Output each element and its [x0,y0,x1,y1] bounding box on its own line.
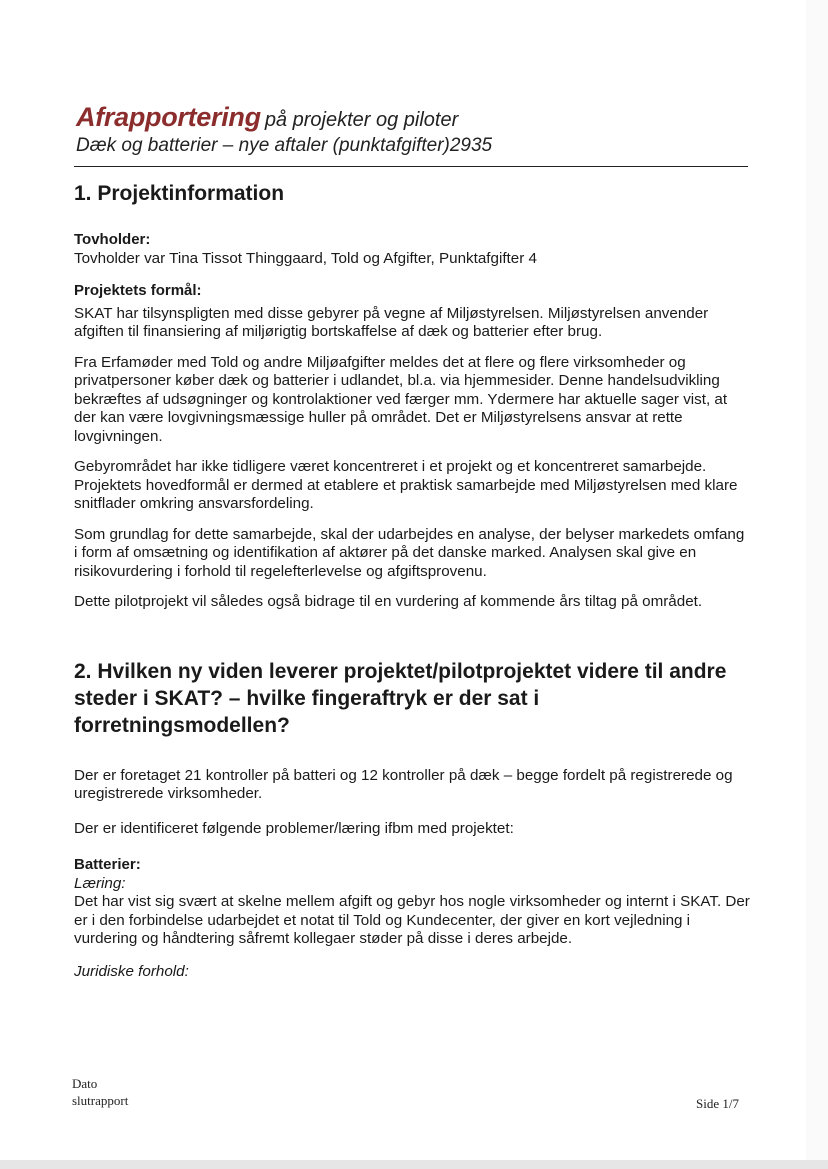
formaal-paragraph-1: SKAT har tilsynspligten med disse gebyrer på vegne af Miljøstyrelsen. Miljøstyrelsen anvender afgiften til finansiering af miljørigtig bortskaffelse af dæk og batterier efter brug. [74,304,709,340]
document-body [74,180,750,981]
tovholder-text: Tovholder var Tina Tissot Thinggaard, Told og Afgifter, Punktafgifter 4 [74,249,537,267]
footer-left [72,1075,128,1109]
footer-slutrapport: slutrapport [72,1093,129,1108]
juridiske-label: Juridiske forhold: [74,962,189,980]
laering-label: Læring: [74,874,126,892]
page-edge-right [806,0,828,1169]
formaal-paragraph-3: Gebyrområdet har ikke tidligere været koncentreret i et projekt og et koncentreret samarbejde. Projektets hovedformål er dermed at etablere et praktisk samarbejde med Miljøstyrelsen med klare snitflader omkring ansvarsfordeling. [74,458,738,512]
formaal-label: Projektets formål: [74,282,202,299]
document-subtitle: Dæk og batterier – nye aftaler (punktafgifter)2935 [76,135,493,156]
footer-dato: Dato [72,1076,98,1091]
formaal-paragraph-2: Fra Erfamøder med Told og andre Miljøafgifter meldes det at flere og flere virksomheder og privatpersoner køber dæk og batterier i udlandet, bl.a. via hjemmesider. Denne handelsudvikling bekræftes af udsøgninger og kontrolaktioner ved færger mm. Ydermere har aktuelle sager vist, at der kan være lovgivningsmæssige huller på området. Det er Miljøstyrelsens ansvar at rette lovgivningen. [74,353,728,445]
tovholder-block [74,231,750,268]
header-rule [74,166,748,167]
section-2-heading: 2. Hvilken ny viden leverer projektet/pilotprojektet videre til andre steder i SKAT? – hvilke fingeraftryk er der sat i forretningsmodellen? [74,659,727,737]
laering-text: Det har vist sig svært at skelne mellem afgift og gebyr hos nogle virksomheder og internt i SKAT. Der er i den forbindelse udarbejdet et notat til Told og Kundecenter, der giver en kort vejledning i vurdering og håndtering såfremt kollegaer støder på disse i deres arbejde. [74,893,750,947]
formaal-paragraph-4: Som grundlag for dette samarbejde, skal der udarbejdes en analyse, der belyser markedets omfang i form af omsætning og identifikation af aktører på det danske marked. Analysen skal give en risikovurdering i forhold til regelefterlevelse og afgiftsprovenu. [74,525,745,580]
page-number: Side 1/7 [696,1096,739,1111]
section-2-paragraph-1: Der er foretaget 21 kontroller på batteri og 12 kontroller på dæk – begge fordelt på registrerede og uregistrerede virksomheder. [74,766,733,802]
formaal-paragraph-5: Dette pilotprojekt vil således også bidrage til en vurdering af kommende års tiltag på området. [74,593,703,610]
title-main: Afrapportering [76,102,261,132]
document-header [76,102,748,157]
page-edge-bottom [0,1160,828,1169]
tovholder-label: Tovholder: [74,231,151,248]
section-1-heading: 1. Projektinformation [74,182,285,205]
batterier-label: Batterier: [74,856,141,873]
title-sub: på projekter og piloter [264,109,459,131]
section-2-paragraph-2: Der er identificeret følgende problemer/læring ifbm med projektet: [74,819,514,837]
title-line [76,102,748,133]
